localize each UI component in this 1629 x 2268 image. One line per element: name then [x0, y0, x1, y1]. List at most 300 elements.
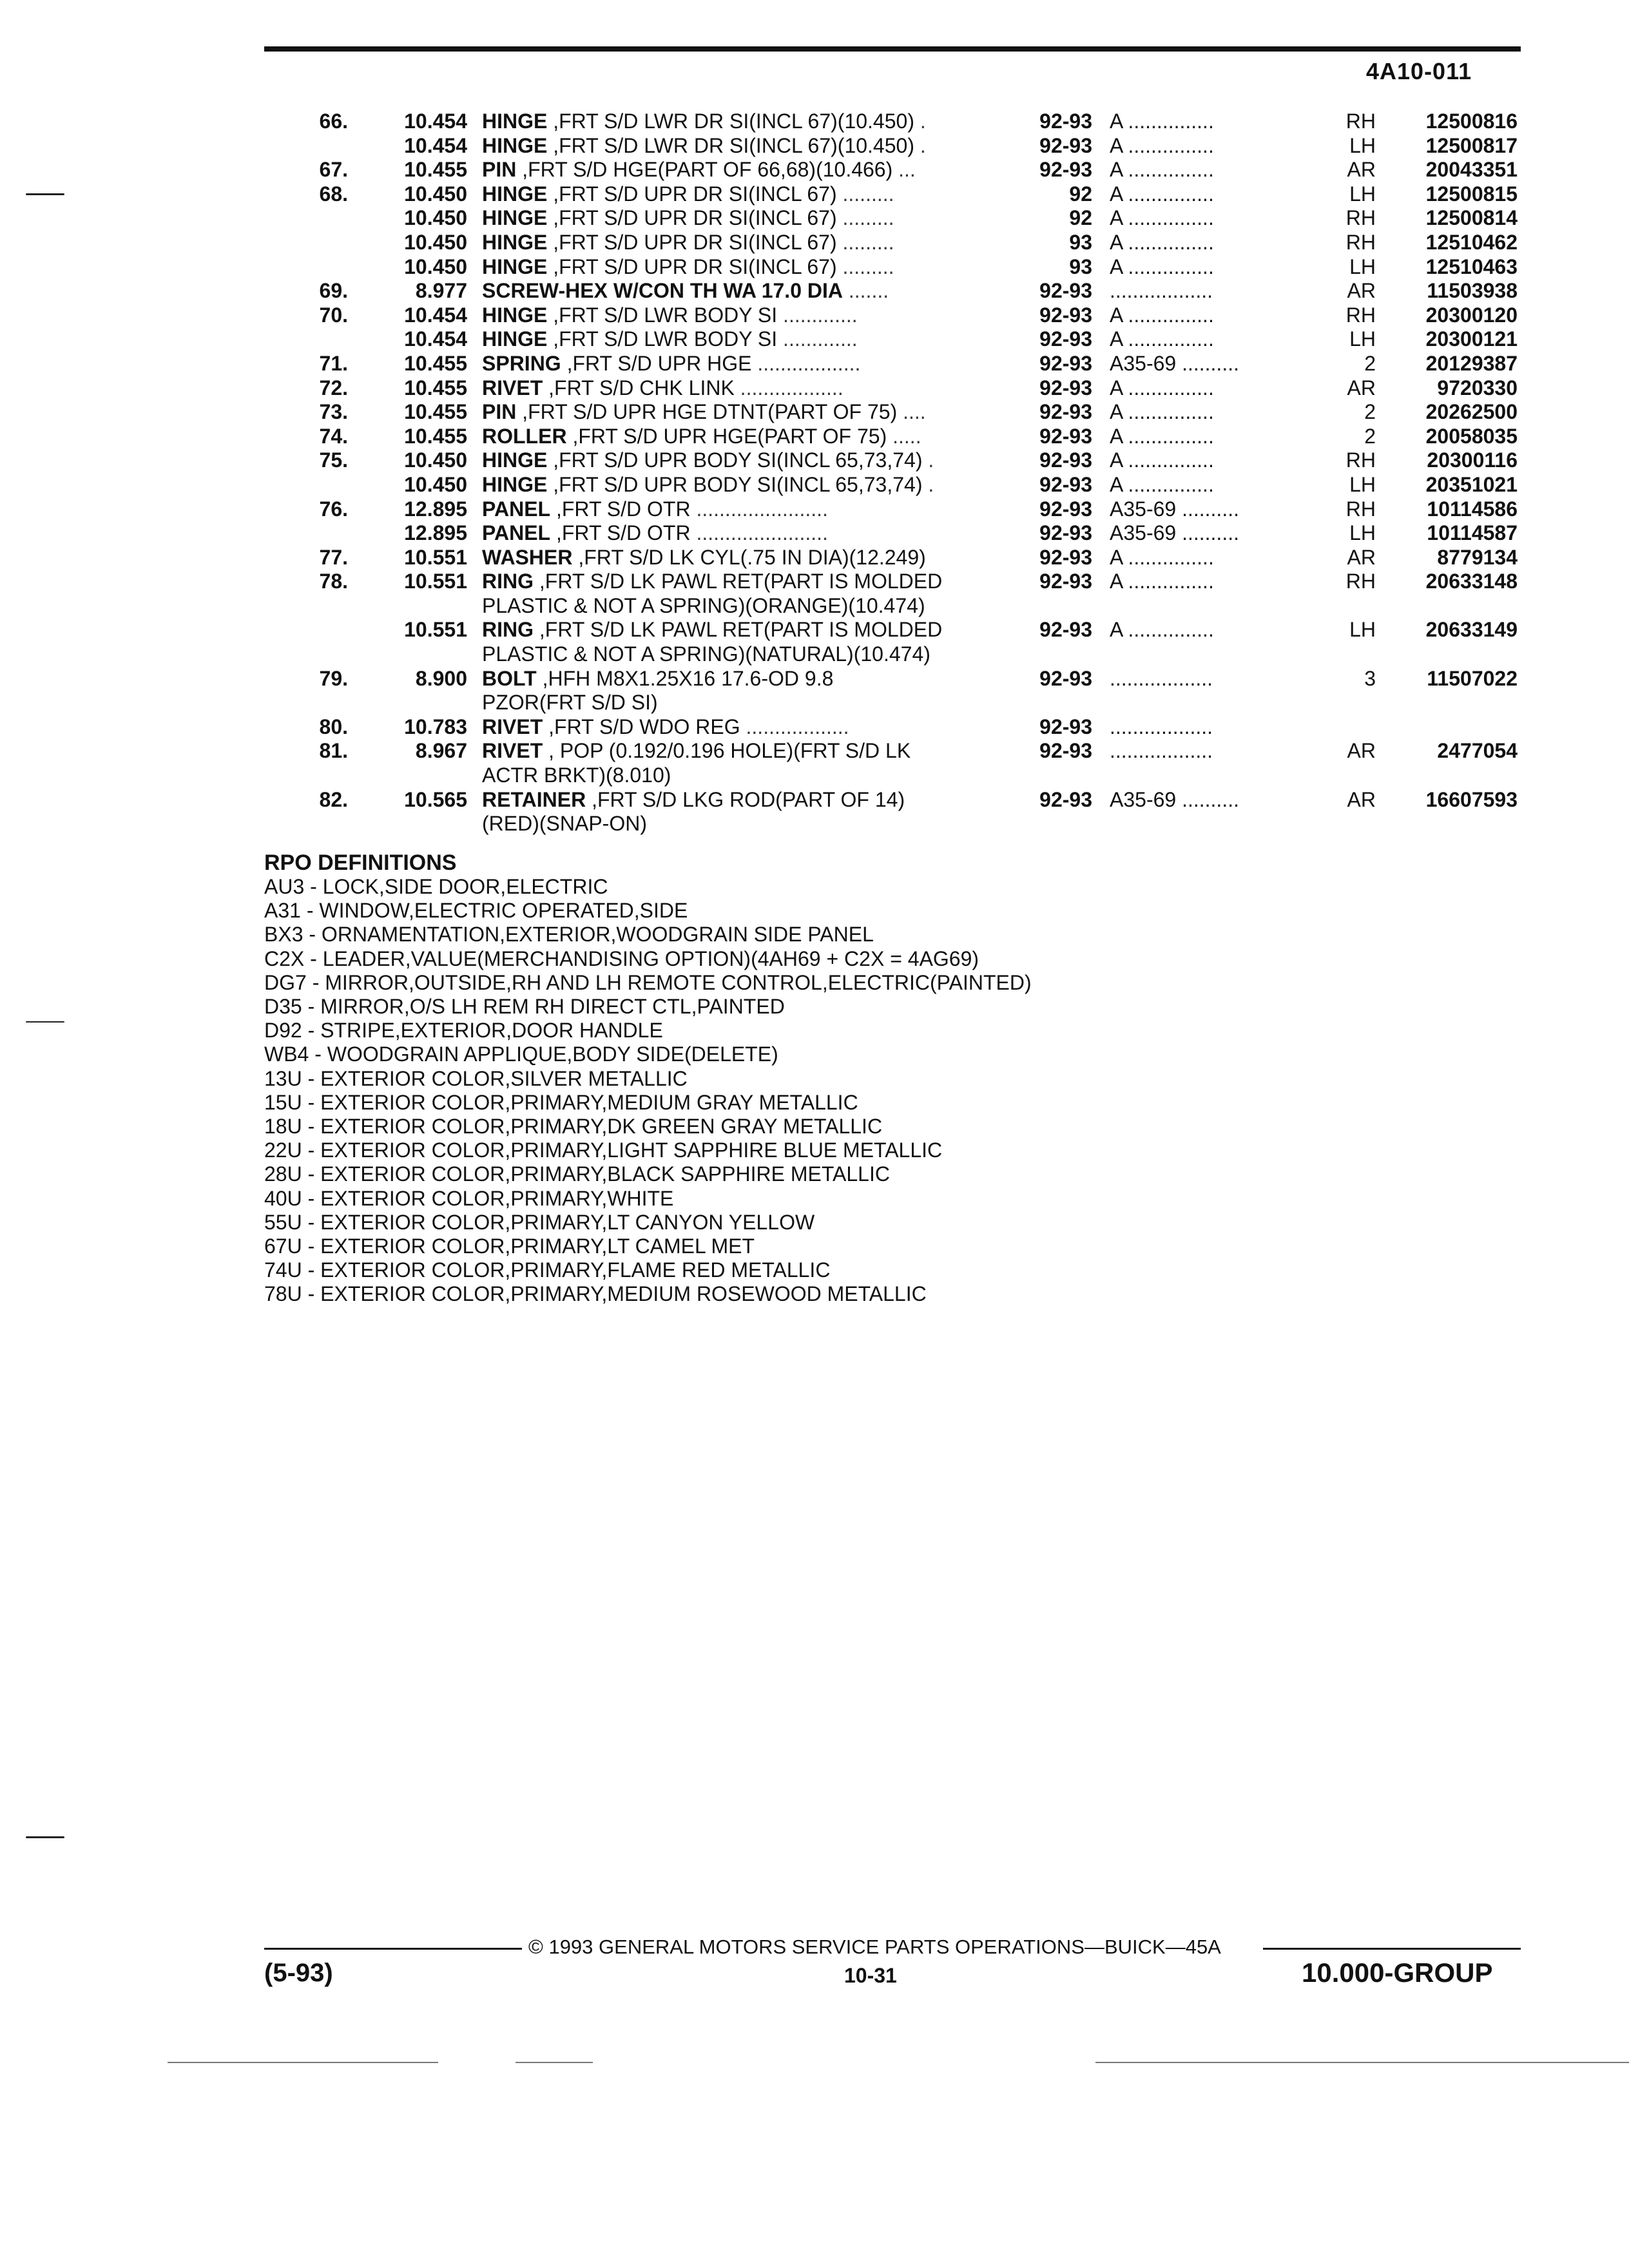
part-number: 12510463	[1425, 255, 1518, 278]
group-number: 8.967	[415, 739, 467, 763]
part-name: BOLT	[482, 666, 537, 690]
rpo-item: 22U - EXTERIOR COLOR,PRIMARY,LIGHT SAPPHIRE BLUE METALLIC	[264, 1139, 943, 1162]
top-rule	[264, 46, 1521, 52]
scan-edge-rule	[0, 2062, 1629, 2063]
series-code	[1110, 400, 1332, 425]
quantity: AR	[1347, 787, 1376, 811]
part-description	[482, 521, 1004, 546]
part-description	[482, 158, 1004, 182]
item-number: 66.	[319, 110, 348, 133]
leader-dots: .	[922, 472, 934, 496]
group-number: 10.455	[404, 376, 467, 399]
model-year: 92	[1069, 182, 1092, 206]
date-code: (5-93)	[264, 1959, 333, 1987]
item-number: 67.	[319, 158, 348, 182]
part-description	[482, 327, 1004, 352]
model-year: 92	[1069, 206, 1092, 230]
rpo-item: 40U - EXTERIOR COLOR,PRIMARY,WHITE	[264, 1186, 674, 1210]
series-code	[1110, 182, 1332, 207]
leader-dots: ..................	[734, 376, 843, 399]
part-detail: ,FRT S/D LK PAWL RET(PART IS MOLDED	[534, 618, 943, 642]
leader-dots: ...............	[1122, 448, 1214, 472]
rpo-item: 78U - EXTERIOR COLOR,PRIMARY,MEDIUM ROSEWOOD METALLIC	[264, 1282, 927, 1306]
part-detail: ,FRT S/D LWR DR SI(INCL 67)(10.450)	[547, 133, 914, 157]
model-year: 92-93	[1039, 472, 1092, 496]
part-description	[482, 376, 1004, 401]
part-name: HINGE	[482, 255, 548, 278]
series-code	[1110, 788, 1332, 812]
part-description	[482, 182, 1004, 207]
rpo-item: D92 - STRIPE,EXTERIOR,DOOR HANDLE	[264, 1019, 663, 1043]
model-year: 92-93	[1039, 715, 1092, 738]
rpo-item: A31 - WINDOW,ELECTRIC OPERATED,SIDE	[264, 899, 688, 923]
group-number: 10.551	[404, 570, 467, 593]
part-name: HINGE	[482, 230, 548, 254]
leader-dots: .............	[777, 327, 858, 351]
part-name: HINGE	[482, 327, 548, 351]
parts-list	[0, 110, 1629, 836]
leader-dots: ...............	[1122, 327, 1214, 351]
part-detail: ,FRT S/D OTR	[550, 521, 691, 545]
series-code	[1110, 570, 1332, 594]
part-name: PIN	[482, 158, 517, 182]
group-number: 8.977	[415, 279, 467, 303]
table-row	[0, 206, 1629, 231]
group-number: 12.895	[404, 521, 467, 545]
part-detail: ,FRT S/D UPR BODY SI(INCL 65,73,74)	[547, 472, 923, 496]
group-number: 10.551	[404, 545, 467, 569]
quantity: LH	[1349, 133, 1376, 157]
quantity: RH	[1345, 230, 1376, 254]
rpo-item: D35 - MIRROR,O/S LH REM RH DIRECT CTL,PAINTED	[264, 995, 785, 1019]
quantity: RH	[1345, 110, 1376, 133]
part-description	[482, 691, 1004, 715]
model-year: 92-93	[1039, 110, 1092, 133]
leader-dots: ..................	[1110, 715, 1213, 738]
part-description	[482, 279, 1004, 303]
item-number: 71.	[319, 351, 348, 375]
series-value: A	[1110, 133, 1123, 157]
part-detail: PLASTIC & NOT A SPRING)(ORANGE)(10.474)	[482, 593, 925, 617]
part-number: 11507022	[1427, 666, 1518, 690]
model-year: 92-93	[1039, 666, 1092, 690]
table-row	[0, 546, 1629, 570]
item-number: 80.	[319, 715, 348, 738]
copyright-notice: © 1993 GENERAL MOTORS SERVICE PARTS OPERATIONS—BUICK—45A	[528, 1936, 1221, 1958]
series-code	[1110, 134, 1332, 159]
leader-dots: ...............	[1122, 400, 1214, 424]
part-number: 20058035	[1425, 424, 1518, 448]
part-detail: ,HFH M8X1.25X16 17.6-OD 9.8	[536, 666, 834, 690]
part-detail: ,FRT S/D WDO REG	[543, 715, 740, 738]
leader-dots: ..................	[1110, 279, 1213, 303]
table-row	[0, 400, 1629, 425]
series-value: A	[1110, 182, 1123, 206]
series-value: A	[1110, 448, 1123, 472]
part-description	[482, 352, 1004, 376]
part-number: 9720330	[1437, 376, 1518, 399]
part-detail: ,FRT S/D LKG ROD(PART OF 14)	[586, 787, 905, 811]
part-detail: ACTR BRKT)(8.010)	[482, 764, 671, 787]
group-number: 10.565	[404, 787, 467, 811]
group-number: 10.454	[404, 327, 467, 351]
item-number: 72.	[319, 376, 348, 399]
series-value: A	[1110, 472, 1123, 496]
group-number: 10.450	[404, 448, 467, 472]
series-code	[1110, 667, 1332, 691]
leader-dots: ..................	[1110, 666, 1213, 690]
model-year: 92-93	[1039, 448, 1092, 472]
group-number: 8.900	[415, 666, 467, 690]
part-description	[482, 473, 1004, 497]
rpo-item: 15U - EXTERIOR COLOR,PRIMARY,MEDIUM GRAY METALLIC	[264, 1090, 858, 1114]
quantity: LH	[1349, 472, 1376, 496]
series-value: A	[1110, 255, 1123, 278]
part-name: PANEL	[482, 521, 551, 545]
table-row	[0, 134, 1629, 159]
part-number: 16607593	[1425, 787, 1518, 811]
leader-dots: ..................	[751, 351, 861, 375]
leader-dots: ...............	[1122, 133, 1214, 157]
part-description	[482, 231, 1004, 255]
leader-dots: .............	[777, 303, 858, 327]
group-number: 10.454	[404, 110, 467, 133]
group-number: 10.783	[404, 715, 467, 738]
part-description	[482, 303, 1004, 328]
quantity: RH	[1345, 448, 1376, 472]
item-number: 74.	[319, 424, 348, 448]
part-detail: ,FRT S/D UPR HGE	[561, 351, 752, 375]
part-number: 12510462	[1425, 230, 1518, 254]
part-description	[482, 594, 1004, 619]
part-number: 12500817	[1425, 133, 1518, 157]
series-code	[1110, 158, 1332, 182]
leader-dots: .........	[836, 206, 894, 230]
model-year: 92-93	[1039, 400, 1092, 424]
rpo-item: C2X - LEADER,VALUE(MERCHANDISING OPTION)(4AH69 + C2X = 4AG69)	[264, 947, 979, 970]
rpo-item: AU3 - LOCK,SIDE DOOR,ELECTRIC	[264, 875, 608, 898]
part-name: HINGE	[482, 448, 548, 472]
part-description	[482, 739, 1004, 764]
quantity: LH	[1349, 182, 1376, 206]
part-number: 20300121	[1425, 327, 1518, 351]
series-code	[1110, 497, 1332, 522]
model-year: 92-93	[1039, 424, 1092, 448]
item-number: 68.	[319, 182, 348, 206]
series-value: A	[1110, 206, 1123, 230]
part-number: 10114587	[1427, 521, 1518, 545]
series-value: A	[1110, 110, 1123, 133]
leader-dots: .......................	[690, 497, 828, 521]
part-number: 20300116	[1427, 448, 1518, 472]
part-description	[482, 642, 1004, 667]
table-row	[0, 739, 1629, 764]
part-description	[482, 788, 1004, 812]
quantity: LH	[1349, 255, 1376, 278]
part-detail: ,FRT S/D UPR DR SI(INCL 67)	[547, 230, 837, 254]
table-row	[0, 231, 1629, 255]
leader-dots: ...............	[1122, 303, 1214, 327]
part-name: HINGE	[482, 110, 548, 133]
rpo-item: 55U - EXTERIOR COLOR,PRIMARY,LT CANYON YELLOW	[264, 1210, 815, 1234]
quantity: AR	[1347, 158, 1376, 182]
part-description	[482, 448, 1004, 473]
leader-dots: ...............	[1122, 206, 1214, 230]
item-number: 79.	[319, 666, 348, 690]
model-year: 93	[1069, 230, 1092, 254]
part-detail: ,FRT S/D LK CYL(.75 IN DIA)(12.249)	[572, 545, 926, 569]
part-description	[482, 667, 1004, 691]
table-row	[0, 521, 1629, 546]
quantity: RH	[1345, 303, 1376, 327]
table-row	[0, 182, 1629, 207]
rpo-list	[264, 875, 1424, 1307]
group-number: 10.454	[404, 303, 467, 327]
group-number: 12.895	[404, 497, 467, 521]
series-code	[1110, 352, 1332, 376]
part-number: 12500814	[1425, 206, 1518, 230]
series-value: A	[1110, 327, 1123, 351]
part-name: HINGE	[482, 472, 548, 496]
series-value: A	[1110, 424, 1123, 448]
group-number: 10.455	[404, 424, 467, 448]
part-number: 10114586	[1427, 497, 1518, 521]
table-row	[0, 691, 1629, 715]
series-code	[1110, 327, 1332, 352]
group-number: 10.455	[404, 400, 467, 424]
model-year: 92-93	[1039, 279, 1092, 303]
part-name: RING	[482, 618, 534, 642]
part-detail: PLASTIC & NOT A SPRING)(NATURAL)(10.474)	[482, 642, 930, 666]
leader-dots: .......................	[690, 521, 828, 545]
series-code	[1110, 521, 1332, 546]
item-number: 78.	[319, 570, 348, 593]
leader-dots: ...............	[1122, 110, 1214, 133]
series-code	[1110, 425, 1332, 449]
part-detail: ,FRT S/D LWR DR SI(INCL 67)(10.450)	[547, 110, 914, 133]
item-number: 81.	[319, 739, 348, 763]
group-number: 10.450	[404, 230, 467, 254]
model-year: 92-93	[1039, 327, 1092, 351]
rpo-item: 74U - EXTERIOR COLOR,PRIMARY,FLAME RED METALLIC	[264, 1258, 831, 1282]
part-detail: ,FRT S/D LWR BODY SI	[547, 303, 778, 327]
part-description	[482, 497, 1004, 522]
model-year: 93	[1069, 255, 1092, 278]
footer-rule-right	[1263, 1948, 1521, 1950]
table-row	[0, 352, 1629, 376]
part-number: 20043351	[1425, 158, 1518, 182]
series-value: A	[1110, 376, 1123, 399]
part-description	[482, 546, 1004, 570]
table-row	[0, 425, 1629, 449]
table-row	[0, 642, 1629, 667]
series-code	[1110, 303, 1332, 328]
rpo-item: DG7 - MIRROR,OUTSIDE,RH AND LH REMOTE CONTROL,ELECTRIC(PAINTED)	[264, 970, 1032, 994]
table-row	[0, 667, 1629, 691]
series-value: A	[1110, 158, 1123, 182]
leader-dots: ...............	[1122, 424, 1214, 448]
part-name: HINGE	[482, 182, 548, 206]
table-row	[0, 715, 1629, 740]
part-detail: ,FRT S/D UPR DR SI(INCL 67)	[547, 182, 837, 206]
group-number: 10.454	[404, 133, 467, 157]
part-number: 20633148	[1425, 570, 1518, 593]
series-value: A	[1110, 618, 1123, 642]
part-description	[482, 134, 1004, 159]
part-description	[482, 764, 1004, 788]
part-description	[482, 618, 1004, 642]
part-detail: ,FRT S/D CHK LINK	[543, 376, 735, 399]
part-description	[482, 570, 1004, 594]
part-name: ROLLER	[482, 424, 567, 448]
rpo-item: 67U - EXTERIOR COLOR,PRIMARY,LT CAMEL MET	[264, 1235, 755, 1258]
leader-dots: ...............	[1122, 376, 1214, 399]
rpo-item: 28U - EXTERIOR COLOR,PRIMARY,BLACK SAPPHIRE METALLIC	[264, 1162, 890, 1186]
punch-mark	[26, 193, 64, 195]
rpo-item: 13U - EXTERIOR COLOR,SILVER METALLIC	[264, 1066, 688, 1090]
leader-dots: ...............	[1122, 618, 1214, 642]
table-row	[0, 473, 1629, 497]
part-description	[482, 255, 1004, 280]
table-row	[0, 448, 1629, 473]
quantity: AR	[1347, 739, 1376, 763]
part-name: RIVET	[482, 715, 543, 738]
series-code	[1110, 376, 1332, 401]
part-detail: ,FRT S/D LK PAWL RET(PART IS MOLDED	[534, 570, 943, 593]
table-row	[0, 788, 1629, 812]
part-detail: ,FRT S/D UPR HGE DTNT(PART OF 75)	[516, 400, 898, 424]
part-number: 20129387	[1425, 351, 1518, 375]
leader-dots: .........	[836, 255, 894, 278]
series-code	[1110, 618, 1332, 642]
table-row	[0, 497, 1629, 522]
leader-dots: ...............	[1122, 230, 1214, 254]
item-number: 69.	[319, 279, 348, 303]
series-code	[1110, 110, 1332, 134]
part-description	[482, 812, 1004, 836]
leader-dots: ..................	[1110, 739, 1213, 763]
model-year: 92-93	[1039, 545, 1092, 569]
part-detail: ,FRT S/D UPR DR SI(INCL 67)	[547, 206, 837, 230]
punch-mark	[26, 1836, 64, 1838]
table-row	[0, 158, 1629, 182]
model-year: 92-93	[1039, 158, 1092, 182]
leader-dots: .......	[842, 279, 889, 303]
quantity: RH	[1345, 206, 1376, 230]
part-description	[482, 206, 1004, 231]
part-number: 20300120	[1425, 303, 1518, 327]
part-name: SCREW-HEX W/CON TH WA 17.0 DIA	[482, 279, 843, 303]
leader-dots: .	[922, 448, 934, 472]
model-year: 92-93	[1039, 351, 1092, 375]
series-code	[1110, 473, 1332, 497]
model-year: 92-93	[1039, 570, 1092, 593]
part-detail: ,FRT S/D UPR HGE(PART OF 75)	[566, 424, 887, 448]
leader-dots: ...............	[1122, 570, 1214, 593]
series-code	[1110, 231, 1332, 255]
rpo-item: WB4 - WOODGRAIN APPLIQUE,BODY SIDE(DELETE)	[264, 1043, 778, 1066]
leader-dots: ....	[897, 400, 926, 424]
part-detail: , POP (0.192/0.196 HOLE)(FRT S/D LK	[543, 739, 911, 763]
part-detail: ,FRT S/D OTR	[550, 497, 691, 521]
leader-dots: ..........	[1176, 497, 1239, 521]
part-description	[482, 400, 1004, 425]
leader-dots: ..........	[1176, 351, 1239, 375]
leader-dots: ..........	[1176, 787, 1239, 811]
part-name: HINGE	[482, 303, 548, 327]
group-number: 10.450	[404, 255, 467, 278]
part-name: HINGE	[482, 206, 548, 230]
part-detail: (RED)(SNAP-ON)	[482, 812, 647, 836]
series-value: A	[1110, 303, 1123, 327]
table-row	[0, 618, 1629, 642]
part-name: WASHER	[482, 545, 573, 569]
table-row	[0, 279, 1629, 303]
quantity: LH	[1349, 521, 1376, 545]
part-number: 12500816	[1425, 110, 1518, 133]
group-number: 10.450	[404, 472, 467, 496]
series-code	[1110, 255, 1332, 280]
leader-dots: .........	[836, 230, 894, 254]
model-year: 92-93	[1039, 739, 1092, 763]
part-number: 20633149	[1425, 618, 1518, 642]
page-code: 4A10-011	[1366, 58, 1472, 84]
part-number: 8779134	[1437, 545, 1518, 569]
part-name: PIN	[482, 400, 517, 424]
series-code	[1110, 448, 1332, 473]
quantity: 2	[1364, 351, 1376, 375]
part-name: PANEL	[482, 497, 551, 521]
rpo-title: RPO DEFINITIONS	[264, 850, 457, 875]
punch-mark	[26, 1021, 64, 1023]
group-name: 10.000-GROUP	[1302, 1957, 1493, 1988]
leader-dots: ...............	[1122, 545, 1214, 569]
table-row	[0, 764, 1629, 788]
rpo-item: BX3 - ORNAMENTATION,EXTERIOR,WOODGRAIN SIDE PANEL	[264, 923, 874, 947]
part-description	[482, 110, 1004, 134]
series-code	[1110, 206, 1332, 231]
group-number: 10.450	[404, 182, 467, 206]
series-value: A	[1110, 570, 1123, 593]
part-number: 20262500	[1425, 400, 1518, 424]
leader-dots: ...............	[1122, 255, 1214, 278]
part-detail: ,FRT S/D HGE(PART OF 66,68)(10.466)	[516, 158, 893, 182]
rpo-item: 18U - EXTERIOR COLOR,PRIMARY,DK GREEN GRAY METALLIC	[264, 1115, 883, 1139]
quantity: 3	[1364, 666, 1376, 690]
part-detail: PZOR(FRT S/D SI)	[482, 691, 658, 715]
item-number: 73.	[319, 400, 348, 424]
leader-dots: ...	[892, 158, 916, 182]
leader-dots: ...............	[1122, 472, 1214, 496]
table-row	[0, 110, 1629, 134]
table-row	[0, 812, 1629, 836]
part-name: HINGE	[482, 133, 548, 157]
leader-dots: .	[914, 133, 926, 157]
series-code	[1110, 739, 1332, 764]
leader-dots: ..................	[740, 715, 849, 738]
table-row	[0, 570, 1629, 594]
series-value: A35-69	[1110, 787, 1177, 811]
quantity: 2	[1364, 400, 1376, 424]
model-year: 92-93	[1039, 497, 1092, 521]
leader-dots: .....	[887, 424, 921, 448]
quantity: 2	[1364, 424, 1376, 448]
leader-dots: .........	[836, 182, 894, 206]
series-value: A	[1110, 400, 1123, 424]
part-number: 20351021	[1425, 472, 1518, 496]
leader-dots: .	[914, 110, 926, 133]
group-number: 10.551	[404, 618, 467, 642]
